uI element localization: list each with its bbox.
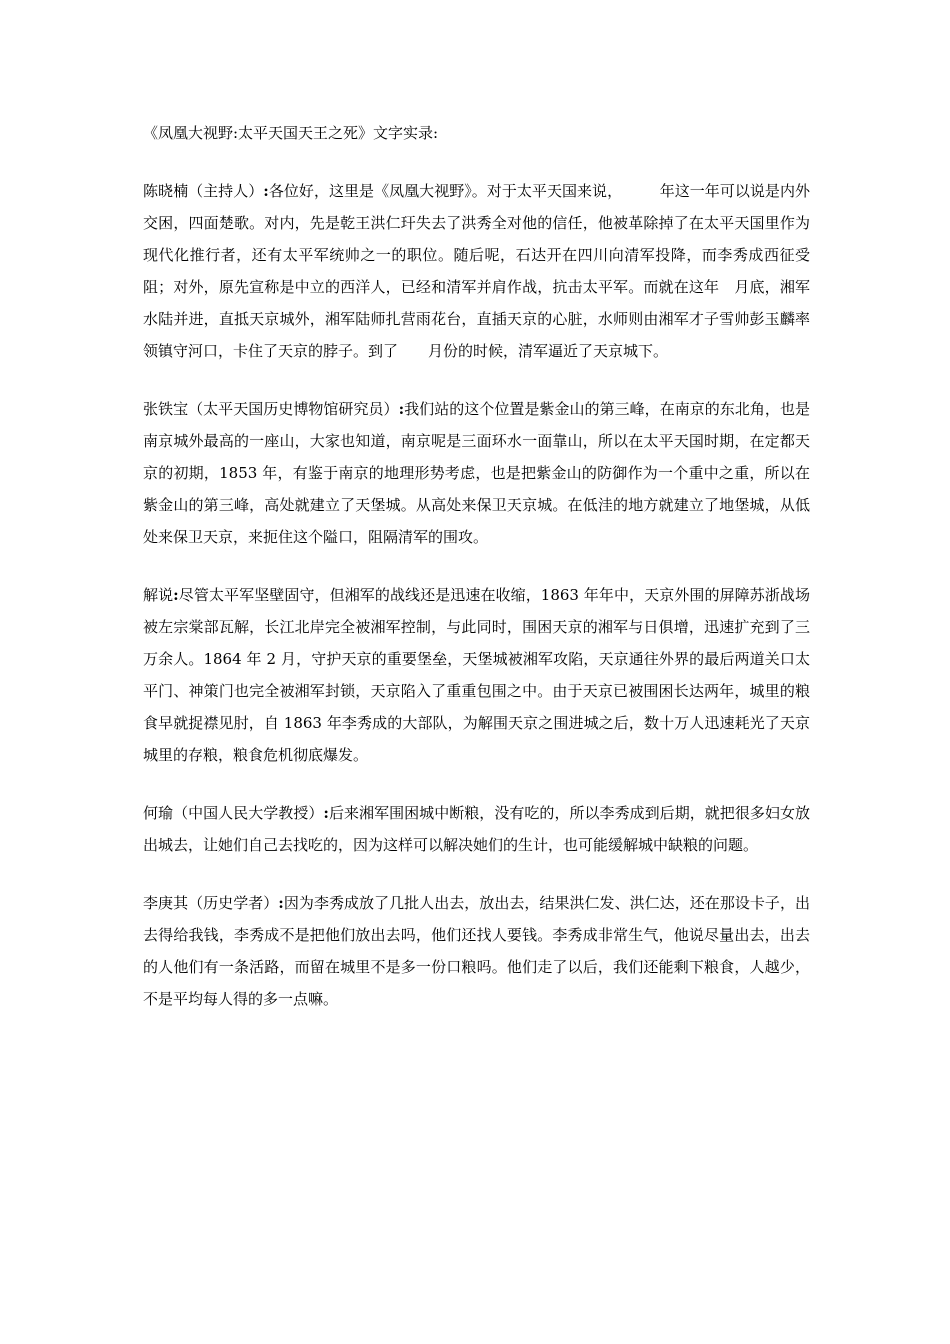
paragraph-narration (143, 579, 810, 771)
speaker-narration: 解说 (143, 586, 174, 604)
speaker-colon: : (323, 804, 329, 822)
paragraph-scholar (143, 887, 810, 1015)
speaker-colon: : (263, 182, 269, 200)
speaker-host: 陈晓楠（主持人） (143, 182, 264, 200)
speaker-professor: 何瑜（中国人民大学教授） (143, 804, 324, 822)
paragraph-text: 尽管太平军坚壁固守，但湘军的战线还是迅速在收缩，1863 年年中，天京外围的屏障苏浙战场被左宗棠部瓦解，长江北岸完全被湘军控制，与此同时，围困天京的湘军与日俱增，迅速扩充到了三万余人。1864 年 2 月，守护天京的重要堡垒，天堡城被湘军攻陷，天京通往外界的最后两道关口太平门、神策门也完全被湘军封锁，天京陷入了重重包围之中。由于天京已被围困长达两年，城里的粮食早就捉襟见肘，自 1863 年李秀成的大部队，为解围天京之围进城之后，数十万人迅速耗光了天京城里的存粮，粮食危机彻底爆发。 (143, 586, 810, 764)
speaker-colon: : (278, 894, 284, 912)
paragraph-host (143, 175, 810, 367)
speaker-researcher: 张铁宝（太平天国历史博物馆研究员） (143, 400, 399, 418)
paragraph-text: 因为李秀成放了几批人出去，放出去，结果洪仁发、洪仁达，还在那设卡子，出去得给我钱，李秀成不是把他们放出去吗，他们还找人要钱。李秀成非常生气，他说尽量出去，出去的人他们有一条活路，而留在城里不是多一份口粮吗。他们走了以后，我们还能剩下粮食，人越少，不是平均每人得的多一点嘛。 (143, 894, 810, 1008)
speaker-colon: : (173, 586, 179, 604)
paragraph-text: 后来湘军围困城中断粮，没有吃的，所以李秀成到后期，就把很多妇女放出城去，让她们自己去找吃的，因为这样可以解决她们的生计，也可能缓解城中缺粮的问题。 (143, 804, 810, 854)
paragraph-text: 各位好，这里是《凤凰大视野》。对于太平天国来说， 年这一年可以说是内外交困，四面楚歌。对内，先是乾王洪仁玕失去了洪秀全对他的信任，他被革除掉了在太平天国里作为现代化推行者，还有太平军统帅之一的职位。随后呢，石达开在四川向清军投降，而李秀成西征受阻；对外，原先宣称是中立的西洋人，已经和清军并肩作战，抗击太平军。而就在这年 月底，湘军水陆并进，直抵天京城外，湘军陆师扎营雨花台，直插天京的心脏，水师则由湘军才子雪帅彭玉麟率领镇守河口，卡住了天京的脖子。到了 月份的时候，清军逼近了天京城下。 (143, 182, 810, 360)
speaker-colon: : (398, 400, 405, 418)
paragraph-text: 我们站的这个位置是紫金山的第三峰，在南京的东北角，也是南京城外最高的一座山，大家也知道，南京呢是三面环水一面靠山，所以在太平天国时期，在定都天京的初期，1853 年，有鉴于南京的地理形势考虑，也是把紫金山的防御作为一个重中之重，所以在紫金山的第三峰，高处就建立了天堡城。从高处来保卫天京城。在低洼的地方就建立了地堡城，从低处来保卫天京，来扼住这个隘口，阻隔清军的围攻。 (143, 400, 810, 546)
document-page (143, 117, 810, 1041)
document-title: 《凤凰大视野:太平天国天王之死》文字实录: (143, 124, 439, 142)
paragraph-professor (143, 797, 810, 861)
speaker-scholar: 李庚其（历史学者） (143, 894, 279, 912)
paragraph-researcher (143, 393, 810, 553)
